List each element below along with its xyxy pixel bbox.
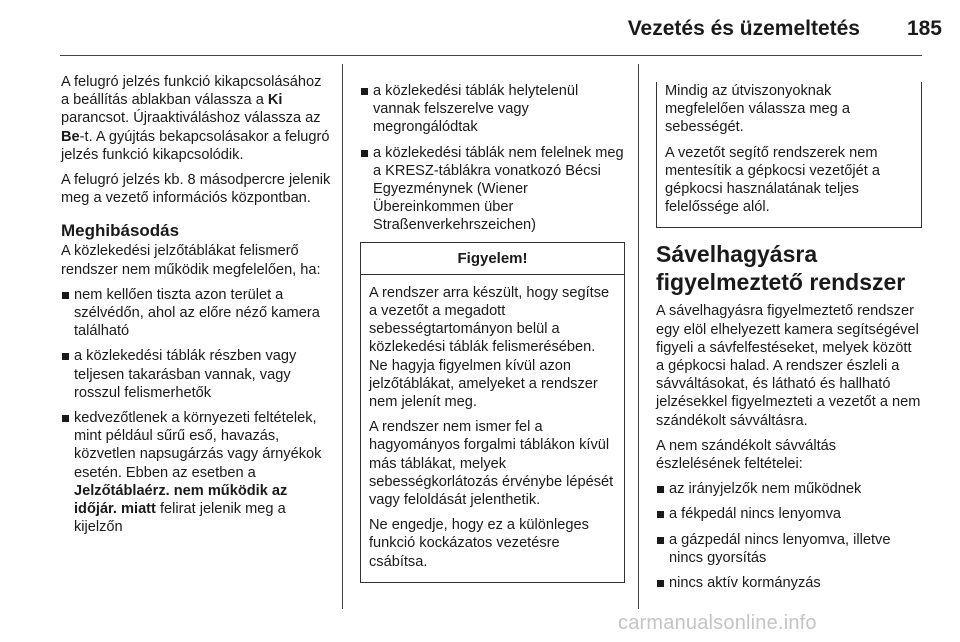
bullet-square-icon [657,486,664,493]
page-title: Vezetés és üzemeltetés [627,17,860,40]
column-divider [342,64,343,609]
bullet-list [656,480,922,592]
bullet-square-icon [657,580,664,587]
warning-paragraph: A rendszer nem ismer fel a hagyományos forgalmi táblákon kívül más táblákat, melyek sebességkorlátozás érvénybe lépését vagy feloldását jelenthetik. [369,419,614,509]
page-number: 185 [906,17,942,40]
list-item: az irányjelzők nem működnek [656,480,922,498]
column-3 [656,82,922,599]
watermark: carmanualsonline.info [618,612,817,634]
paragraph: A felugró jelzés kb. 8 másodpercre jelenik meg a vezető információs központban. [61,172,331,207]
list-item: a gázpedál nincs lenyomva, illetve nincs gyorsítás [656,531,922,567]
bullet-square-icon [62,353,69,360]
header-rule [60,55,922,56]
paragraph: A közlekedési jelzőtáblákat felismerő rendszer nem működik megfelelően, ha: [61,243,321,278]
list-item: nincs aktív kormányzás [656,574,922,592]
note-paragraph: Mindig az útviszonyoknak megfelelően válassza meg a sebességét. [665,83,850,136]
column-2 [360,82,625,583]
paragraph: A nem szándékolt sávváltás észlelésének feltételei: [656,437,837,473]
paragraph: A felugró jelzés funkció kikapcsolásához a beállítás ablakban válassza a Ki parancsot. Újraaktiváláshoz válassza az Be-t. A gyújtás bekapcsolásakor a felugró jelzés funkció kikapcsolódik. [61,74,330,163]
list-item: a közlekedési táblák részben vagy teljesen takarásban vannak, vagy rosszul felismerhetők [61,347,331,402]
list-item: a közlekedési táblák helytelenül vannak felszerelve vagy megrongálódtak [360,82,625,137]
bullet-square-icon [361,150,368,157]
bullet-square-icon [361,88,368,95]
warning-title: Figyelem! [361,243,624,275]
warning-box [360,242,625,583]
section-heading: Sávelhagyásra figyelmeztető rendszer [656,241,906,296]
list-item: a közlekedési táblák nem felelnek meg a KRESZ-táblákra vonatkozó Bécsi Egyezménynek (Wiener Übereinkommen über Straßenverkehrszeichen) [360,144,625,235]
note-paragraph: A vezetőt segítő rendszerek nem mentesítik a gépkocsi vezetőjét a gépkocsi használatának teljes felelőssége alól. [665,144,880,216]
warning-paragraph: A rendszer arra készült, hogy segítse a vezetőt a megadott sebességtartományon belül a közlekedési táblák felismerésében. Ne hagyja figyelmen kívül azon jelzőtáblákat, amelyeket a rendszer nem jelenít meg. [369,284,610,411]
bullet-square-icon [657,511,664,518]
note-box [656,82,922,228]
column-1 [61,73,331,543]
bullet-square-icon [62,415,69,422]
warning-paragraph: Ne engedje, hogy ez a különleges funkció kockázatos vezetésre csábítsa. [369,517,589,570]
bullet-list [360,82,625,235]
list-item: nem kellően tiszta azon terület a szélvédőn, ahol az előre néző kamera található [61,286,331,341]
bullet-list [61,286,331,537]
list-item: kedvezőtlenek a környezeti feltételek, mint például sűrű eső, havazás, közvetlen napsugárzás vagy árnyékok esetén. Ebben az esetben a Jelzőtáblaérz. nem működik az időjár. miatt felirat jelenik meg a kijelzőn [61,409,331,536]
paragraph: A sávelhagyásra figyelmeztető rendszer egy elöl elhelyezett kamera segítségével figyeli a sávfelfestéseket, melyek között a gépkocsi halad. A rendszer észleli a sávváltásokat, és látható és hallható jelzésekkel figyelmezteti a vezetőt a nem szándékolt sávváltásra. [656,303,921,429]
column-divider [638,64,639,609]
section-heading: Meghibásodás [61,221,180,241]
list-item: a fékpedál nincs lenyomva [656,505,922,523]
bullet-square-icon [62,292,69,299]
bullet-square-icon [657,537,664,544]
